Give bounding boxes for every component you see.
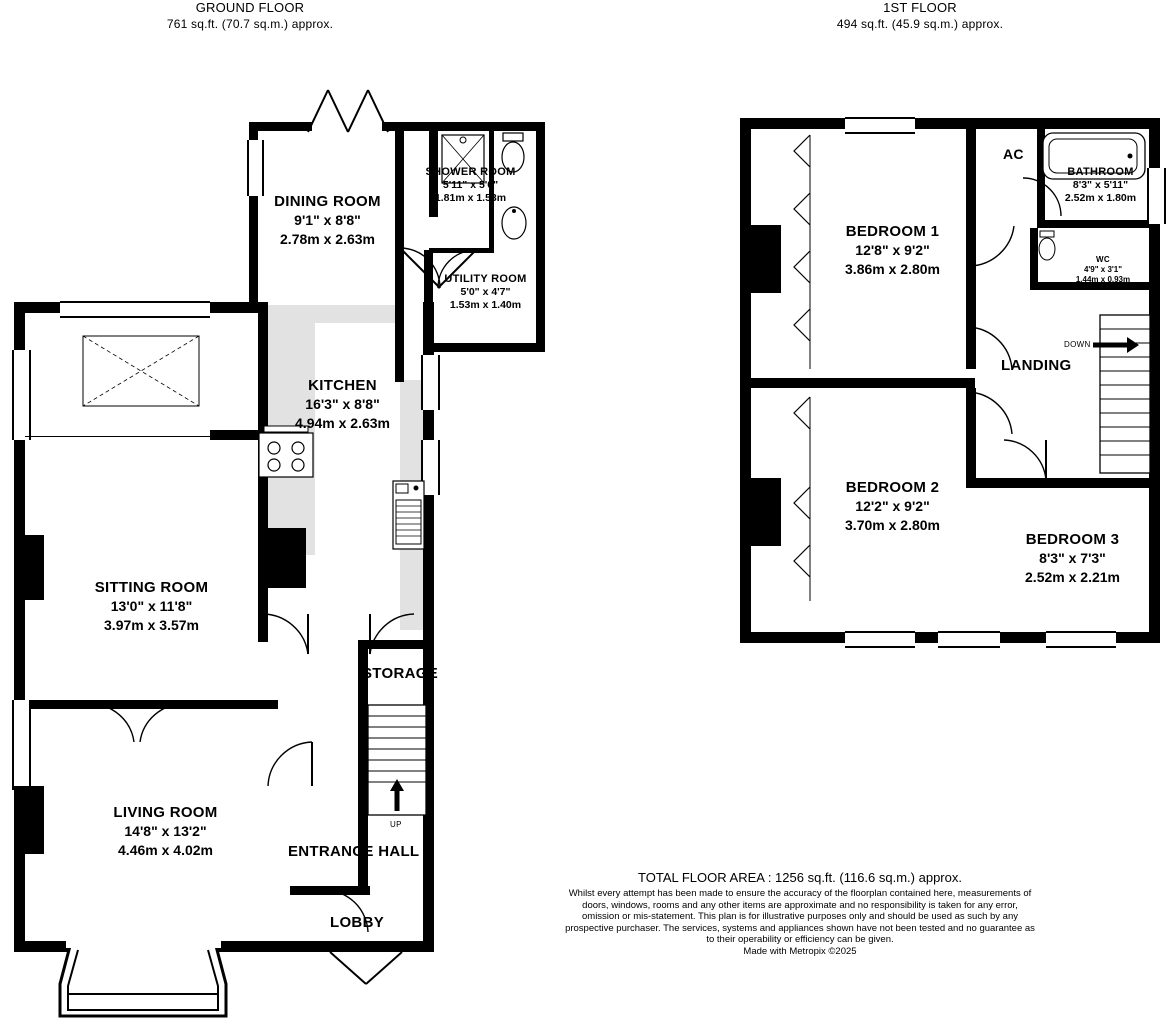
kitchen-hall-door-arc: [258, 612, 310, 656]
living-room-label: [78, 803, 253, 860]
utility-room-imperial: 5'0" x 4'7": [460, 286, 511, 298]
window-sitting-left-upper: [12, 350, 31, 440]
bedroom2-name: BEDROOM 2: [845, 479, 940, 496]
bathroom-metric: 2.52m x 1.80m: [1064, 192, 1137, 204]
shower-room-metric: 1.81m x 1.53m: [434, 192, 507, 204]
landing-label: LANDING: [1001, 357, 1072, 374]
bedroom2-imperial: 12'2" x 9'2": [855, 498, 930, 514]
bedroom2-metric: 3.70m x 2.80m: [845, 517, 940, 533]
chimney-living: [14, 786, 44, 854]
stairs-down-arrow: [1093, 335, 1141, 355]
ff-chimney-bed2: [751, 478, 781, 546]
living-room-double-door-arc: [88, 702, 188, 744]
ff-wall-bed3-top: [966, 478, 1160, 488]
disclaimer-text: [565, 888, 1035, 957]
sitting-room-label: [64, 578, 239, 635]
ff-bed3-door-arc: [1000, 436, 1050, 482]
kitchen-imperial: 16'3" x 8'8": [305, 396, 380, 412]
first-floor-area-text: 494 sq.ft. (45.9 sq.m.) approx.: [836, 17, 1004, 31]
window-sitting-top: [60, 301, 210, 318]
bedroom2-label: [805, 478, 980, 535]
bedroom1-label: [805, 222, 980, 279]
bedroom3-metric: 2.52m x 2.21m: [1025, 569, 1120, 585]
living-room-metric: 4.46m x 4.02m: [118, 842, 213, 858]
ff-window-bottom-3: [1046, 631, 1116, 648]
wall-kitchen-counter-div: [395, 302, 404, 382]
chimney-sitting: [14, 535, 44, 600]
bedroom3-imperial: 8'3" x 7'3": [1039, 550, 1106, 566]
utility-room-name: UTILITY ROOM: [444, 273, 527, 285]
stairs-down-label: DOWN: [1064, 340, 1091, 349]
kitchen-name: KITCHEN: [308, 377, 377, 394]
metropix-credit: Made with Metropix ©2025: [743, 945, 857, 957]
first-floor-title: [780, 0, 1060, 32]
wc-metric: 1.44m x 0.93m: [1075, 275, 1131, 284]
sitting-room-ceiling-line: [25, 436, 211, 437]
ff-bed2-door-arc: [964, 390, 1016, 438]
lobby-label: LOBBY: [330, 914, 384, 931]
sitting-room-metric: 3.97m x 3.57m: [104, 617, 199, 633]
kitchen-metric: 4.94m x 2.63m: [295, 415, 390, 431]
bedroom1-imperial: 12'8" x 9'2": [855, 242, 930, 258]
shower-room-name: SHOWER ROOM: [425, 166, 516, 178]
shower-room-imperial: 5'11" x 5'0": [442, 179, 499, 191]
dining-double-door-arc: [306, 88, 390, 134]
kitchen-floor-fill-2: [265, 305, 395, 323]
window-living-left: [12, 700, 31, 790]
bedroom3-name: BEDROOM 3: [1025, 531, 1120, 548]
dining-room-label: [240, 192, 415, 249]
dining-room-name: DINING ROOM: [274, 193, 381, 210]
sitting-room-name: SITTING ROOM: [94, 579, 209, 596]
utility-room-metric: 1.53m x 1.40m: [449, 299, 522, 311]
first-floor-title-text: 1ST FLOOR: [883, 0, 957, 15]
wc-name: WC: [1096, 255, 1110, 264]
wall-utility-bottom: [424, 343, 545, 352]
living-room-name: LIVING ROOM: [113, 804, 218, 821]
ff-wall-bed1-bed2: [740, 378, 975, 388]
lobby-front-door-arc: [326, 950, 406, 988]
ff-chimney-bed1: [751, 225, 781, 293]
ground-floor-area-text: 761 sq.ft. (70.7 sq.m.) approx.: [166, 17, 334, 31]
ac-label: AC: [1003, 146, 1024, 162]
chimney-kitchen: [258, 528, 306, 588]
wall-shower-top: [429, 122, 545, 131]
hall-sitting-door-arc: [262, 740, 314, 788]
window-dining-left: [247, 140, 264, 196]
ff-window-top-1: [845, 117, 915, 134]
ff-window-bottom-1: [845, 631, 915, 648]
bay-opening-gap: [66, 938, 221, 948]
wc-imperial: 4'9" x 3'1": [1083, 265, 1123, 274]
dining-room-metric: 2.78m x 2.63m: [280, 231, 375, 247]
storage-label: STORAGE: [362, 665, 439, 682]
ground-floor-title: [110, 0, 390, 32]
ground-staircase: [368, 705, 426, 820]
hob-icon: [258, 432, 314, 478]
bathroom-name: BATHROOM: [1067, 166, 1134, 178]
living-room-imperial: 14'8" x 13'2": [124, 823, 207, 839]
bedroom3-label: [985, 530, 1160, 587]
entrance-hall-label: ENTRANCE HALL: [288, 843, 420, 860]
sitting-room-imperial: 13'0" x 11'8": [110, 598, 193, 614]
stairs-up-label: UP: [390, 820, 402, 829]
ground-floor-title-text: GROUND FLOOR: [195, 0, 305, 15]
kitchen-label: [255, 376, 430, 433]
basin-icon: [500, 205, 528, 241]
ff-wall-top: [740, 118, 1160, 129]
bedroom1-name: BEDROOM 1: [845, 223, 940, 240]
living-room-bay-window: [58, 944, 228, 1020]
ff-wall-bathroom-bottom: [1037, 220, 1149, 228]
storage-door-arc: [366, 612, 418, 656]
total-floor-area: TOTAL FLOOR AREA : 1256 sq.ft. (116.6 sq.m.) approx.: [638, 870, 962, 885]
dining-room-imperial: 9'1" x 8'8": [294, 212, 361, 228]
bathroom-label: [1013, 166, 1170, 205]
bedroom1-metric: 3.86m x 2.80m: [845, 261, 940, 277]
bathroom-imperial: 8'3" x 5'11": [1072, 179, 1129, 191]
ff-window-bottom-2: [938, 631, 1000, 648]
wall-shower-right: [536, 122, 545, 352]
appliance-icon: [392, 480, 425, 550]
wc-label: [1033, 255, 1170, 285]
sitting-room-skylight: [82, 335, 200, 407]
disclaimer-body: Whilst every attempt has been made to ensure the accuracy of the floorplan contained here, measurements of doors, windows, rooms and any other items are approximate and no responsibility is taken for any error, omission or mis-statement. This plan is for illustrative purposes only and should be used as such by any prospective purchaser. The services, systems and appliances shown have not been tested and no guarantee as to their operability or efficiency can be given.: [565, 888, 1035, 945]
